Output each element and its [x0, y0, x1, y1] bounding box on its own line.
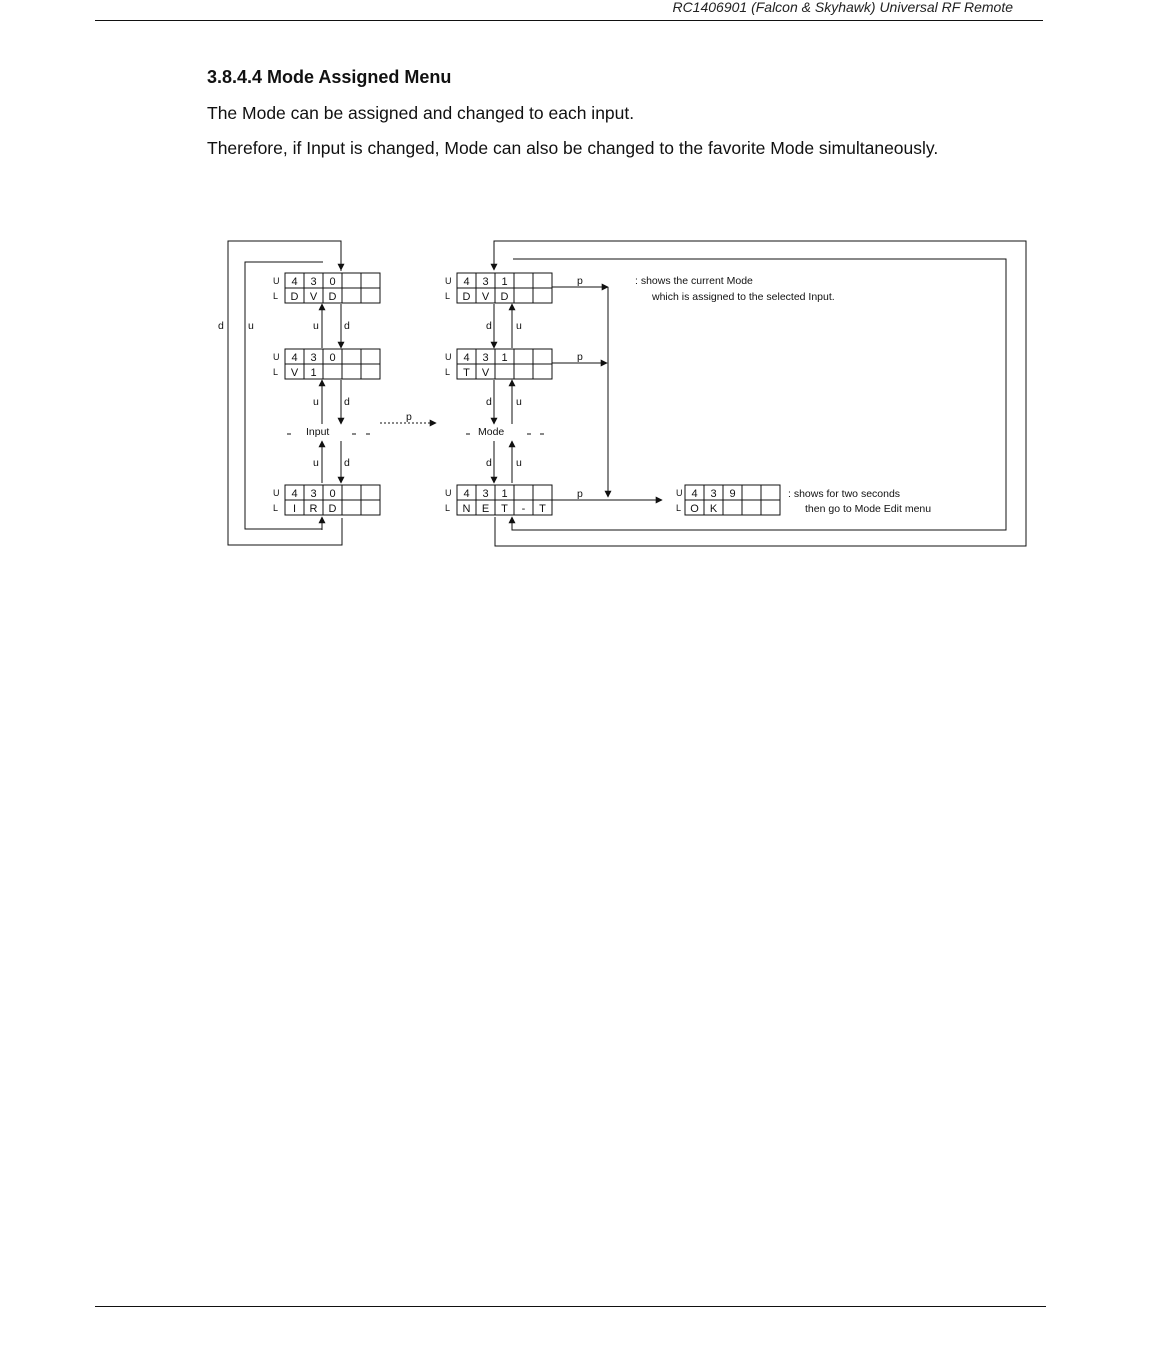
key-label-input-up-3: u: [313, 457, 319, 469]
svg-text:D: D: [328, 291, 337, 303]
svg-text:T: T: [539, 503, 546, 515]
key-label-mode-down-1: d: [486, 320, 492, 332]
svg-text:D: D: [462, 291, 471, 303]
svg-text:U: U: [273, 352, 280, 362]
svg-text:4: 4: [463, 352, 470, 364]
key-label-mode-up-2: u: [516, 396, 522, 408]
svg-text:T: T: [501, 503, 508, 515]
svg-text:4: 4: [463, 488, 470, 500]
svg-text:3: 3: [310, 488, 317, 500]
svg-text:L: L: [676, 503, 682, 513]
svg-text:4: 4: [691, 488, 698, 500]
display-input-v1: [273, 349, 380, 379]
note-current-mode-line-1: : shows the current Mode: [635, 275, 753, 287]
svg-text:1: 1: [501, 488, 508, 500]
key-label-input-down-1: d: [344, 320, 350, 332]
svg-text:3: 3: [310, 276, 317, 288]
display-mode-nett: [445, 485, 552, 515]
svg-text:R: R: [309, 503, 318, 515]
svg-text:V: V: [481, 291, 490, 303]
svg-text:L: L: [273, 367, 279, 377]
svg-text:4: 4: [291, 352, 298, 364]
svg-text:O: O: [690, 503, 699, 515]
footer-rule: [95, 1306, 1046, 1307]
svg-text:1: 1: [501, 352, 508, 364]
key-label-input-down-3: d: [344, 457, 350, 469]
svg-text:U: U: [273, 488, 280, 498]
svg-text:1: 1: [310, 367, 317, 379]
svg-text:3: 3: [482, 352, 489, 364]
key-label-mode-down-3: d: [486, 457, 492, 469]
display-ok: [676, 485, 780, 515]
svg-text:L: L: [273, 291, 279, 301]
input-label: Input: [306, 426, 330, 438]
key-label-press-input: p: [406, 411, 412, 423]
svg-text:V: V: [309, 291, 318, 303]
svg-text:L: L: [273, 503, 279, 513]
display-mode-tv: [445, 349, 552, 379]
svg-text:V: V: [481, 367, 490, 379]
svg-text:0: 0: [329, 276, 336, 288]
key-label-mode-up-3: u: [516, 457, 522, 469]
mode-assigned-diagram: [0, 0, 1175, 620]
key-label-press-2: p: [577, 351, 583, 363]
svg-text:3: 3: [710, 488, 717, 500]
key-label-input-up-2: u: [313, 396, 319, 408]
note-ok-line-1: : shows for two seconds: [788, 488, 901, 500]
key-label-press-1: p: [577, 275, 583, 287]
svg-text:E: E: [481, 503, 490, 515]
key-label-mode-up-1: u: [516, 320, 522, 332]
svg-text:3: 3: [482, 488, 489, 500]
svg-text:K: K: [709, 503, 718, 515]
mode-label: Mode: [478, 426, 505, 438]
key-label-input-up-1: u: [313, 320, 319, 332]
paragraph-2: Therefore, if Input is changed, Mode can also be changed to the favorite Mode simultaneously.: [207, 138, 939, 158]
key-label-outer-down: d: [218, 320, 224, 332]
display-mode-dvd: [445, 273, 552, 303]
svg-text:3: 3: [482, 276, 489, 288]
svg-text:T: T: [463, 367, 470, 379]
svg-text:1: 1: [501, 276, 508, 288]
key-label-mode-down-2: d: [486, 396, 492, 408]
svg-text:L: L: [445, 291, 451, 301]
key-label-input-down-2: d: [344, 396, 350, 408]
svg-text:V: V: [290, 367, 299, 379]
svg-text:4: 4: [463, 276, 470, 288]
note-ok-line-2: then go to Mode Edit menu: [805, 503, 932, 515]
display-input-dvd: [273, 273, 380, 303]
svg-text:L: L: [445, 503, 451, 513]
note-current-mode-line-2: which is assigned to the selected Input.: [652, 291, 835, 303]
svg-text:N: N: [462, 503, 471, 515]
key-label-outer-up: u: [248, 320, 254, 332]
svg-text:U: U: [273, 276, 280, 286]
svg-text:0: 0: [329, 352, 336, 364]
svg-text:D: D: [500, 291, 509, 303]
svg-text:U: U: [676, 488, 683, 498]
header-title: RC1406901 (Falcon & Skyhawk) Universal RF Remote: [672, 0, 1013, 15]
svg-text:D: D: [290, 291, 299, 303]
svg-text:U: U: [445, 488, 452, 498]
section-heading: 3.8.4.4 Mode Assigned Menu: [207, 67, 452, 87]
svg-text:I: I: [292, 503, 297, 515]
svg-text:-: -: [521, 503, 526, 515]
svg-text:U: U: [445, 276, 452, 286]
svg-text:L: L: [445, 367, 451, 377]
svg-text:3: 3: [310, 352, 317, 364]
svg-text:4: 4: [291, 488, 298, 500]
paragraph-1: The Mode can be assigned and changed to each input.: [207, 103, 635, 123]
svg-text:0: 0: [329, 488, 336, 500]
display-input-ird: [273, 485, 380, 515]
key-label-press-3: p: [577, 488, 583, 500]
svg-text:4: 4: [291, 276, 298, 288]
svg-text:D: D: [328, 503, 337, 515]
svg-text:9: 9: [729, 488, 736, 500]
svg-text:U: U: [445, 352, 452, 362]
